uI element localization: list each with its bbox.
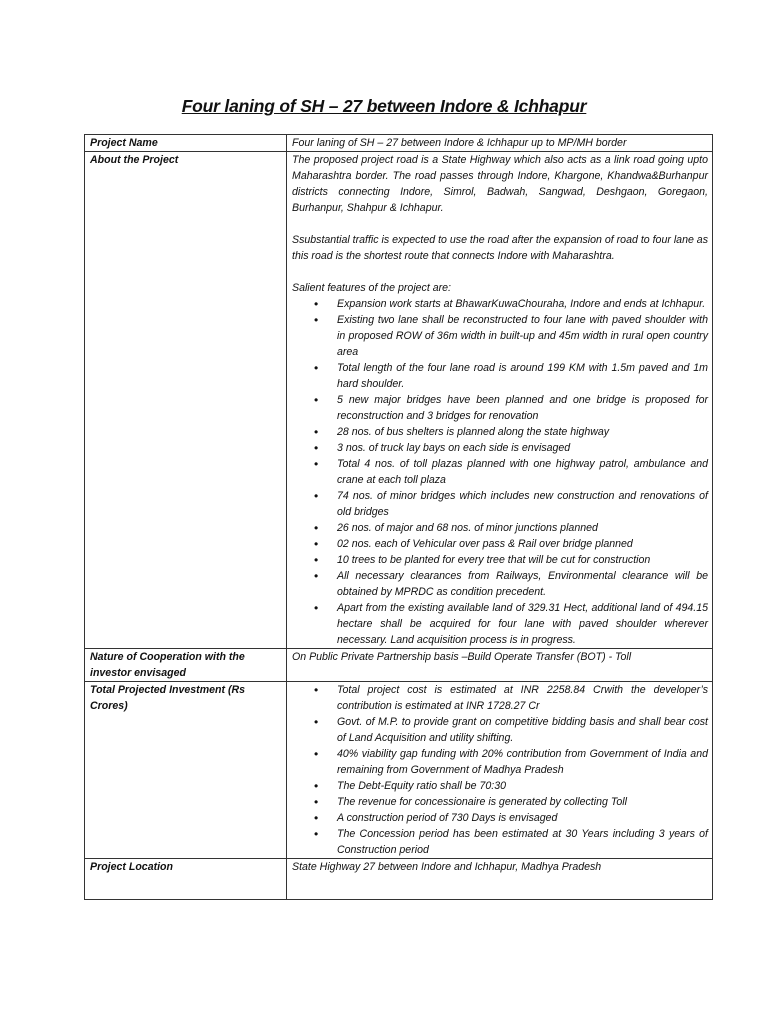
- list-item: • Govt. of M.P. to provide grant on competitive bidding basis and shall bear cost of Land Acquisition and utility shifting.: [337, 714, 708, 746]
- investment-value: [287, 682, 713, 859]
- list-item: • Total 4 nos. of toll plazas planned with one highway patrol, ambulance and crane at each toll plaza: [337, 456, 708, 488]
- project-table: [84, 134, 713, 900]
- document-title: Four laning of SH – 27 between Indore & Ichhapur: [181, 96, 587, 116]
- list-item: • 02 nos. each of Vehicular over pass & Rail over bridge planned: [337, 536, 708, 552]
- project-name-label: Project Name: [85, 135, 287, 152]
- features-heading: Salient features of the project are:: [292, 282, 451, 294]
- list-item: • 26 nos. of major and 68 nos. of minor junctions planned: [337, 520, 708, 536]
- row-location: [85, 859, 713, 900]
- list-item: • Total length of the four lane road is around 199 KM with 1.5m paved and 1m hard shoulder.: [337, 360, 708, 392]
- about-project-label: About the Project: [85, 152, 287, 649]
- list-item: • The Concession period has been estimated at 30 Years including 3 years of Construction period: [337, 826, 708, 858]
- row-about-project: [85, 152, 713, 649]
- list-item: • 40% viability gap funding with 20% contribution from Government of India and remaining from Government of Madhya Pradesh: [337, 746, 708, 778]
- cooperation-label: Nature of Cooperation with the investor envisaged: [85, 649, 287, 682]
- list-item: • Expansion work starts at BhawarKuwaChouraha, Indore and ends at Ichhapur.: [337, 296, 708, 312]
- list-item: • A construction period of 730 Days is envisaged: [337, 810, 708, 826]
- list-item: • The Debt-Equity ratio shall be 70:30: [337, 778, 708, 794]
- list-item: • 28 nos. of bus shelters is planned along the state highway: [337, 424, 708, 440]
- about-paragraph-2: Ssubstantial traffic is expected to use the road after the expansion of road to four lane as this road is the shortest route that connects Indore with Maharashtra.: [292, 234, 708, 262]
- list-item: • 3 nos. of truck lay bays on each side is envisaged: [337, 440, 708, 456]
- location-label: Project Location: [85, 859, 287, 900]
- about-paragraph-1: The proposed project road is a State Highway which also acts as a link road going upto Maharashtra border. The road passes through Indore, Khargone, Khandwa&Burhanpur districts connecting Indore, Simrol, Badwah, Sangwad, Deshgaon, Goregaon, Burhanpur, Shahpur & Ichhapur.: [292, 154, 708, 214]
- location-value: State Highway 27 between Indore and Ichhapur, Madhya Pradesh: [287, 859, 713, 900]
- list-item: • 10 trees to be planted for every tree that will be cut for construction: [337, 552, 708, 568]
- list-item: • All necessary clearances from Railways, Environmental clearance will be obtained by MPRDC as condition precedent.: [337, 568, 708, 600]
- list-item: • Existing two lane shall be reconstructed to four lane with paved shoulder with in proposed ROW of 36m width in built-up and 45m width in rural open country area: [337, 312, 708, 360]
- row-investment: [85, 682, 713, 859]
- features-list: [292, 296, 708, 648]
- list-item: • Total project cost is estimated at INR 2258.84 Crwith the developer’s contribution is estimated at INR 1728.27 Cr: [337, 682, 708, 714]
- about-project-value: [287, 152, 713, 649]
- row-project-name: [85, 135, 713, 152]
- list-item: • Apart from the existing available land of 329.31 Hect, additional land of 494.15 hectare shall be acquired for four lane with paved shoulder wherever necessary. Land acquisition process is in progress.: [337, 600, 708, 648]
- project-name-value: Four laning of SH – 27 between Indore & Ichhapur up to MP/MH border: [287, 135, 713, 152]
- investment-list: [292, 682, 708, 858]
- investment-label: Total Projected Investment (Rs Crores): [85, 682, 287, 859]
- list-item: • 74 nos. of minor bridges which includes new construction and renovations of old bridges: [337, 488, 708, 520]
- list-item: • The revenue for concessionaire is generated by collecting Toll: [337, 794, 708, 810]
- row-cooperation: [85, 649, 713, 682]
- cooperation-value: On Public Private Partnership basis –Build Operate Transfer (BOT) - Toll: [287, 649, 713, 682]
- list-item: • 5 new major bridges have been planned and one bridge is proposed for reconstruction and 3 bridges for renovation: [337, 392, 708, 424]
